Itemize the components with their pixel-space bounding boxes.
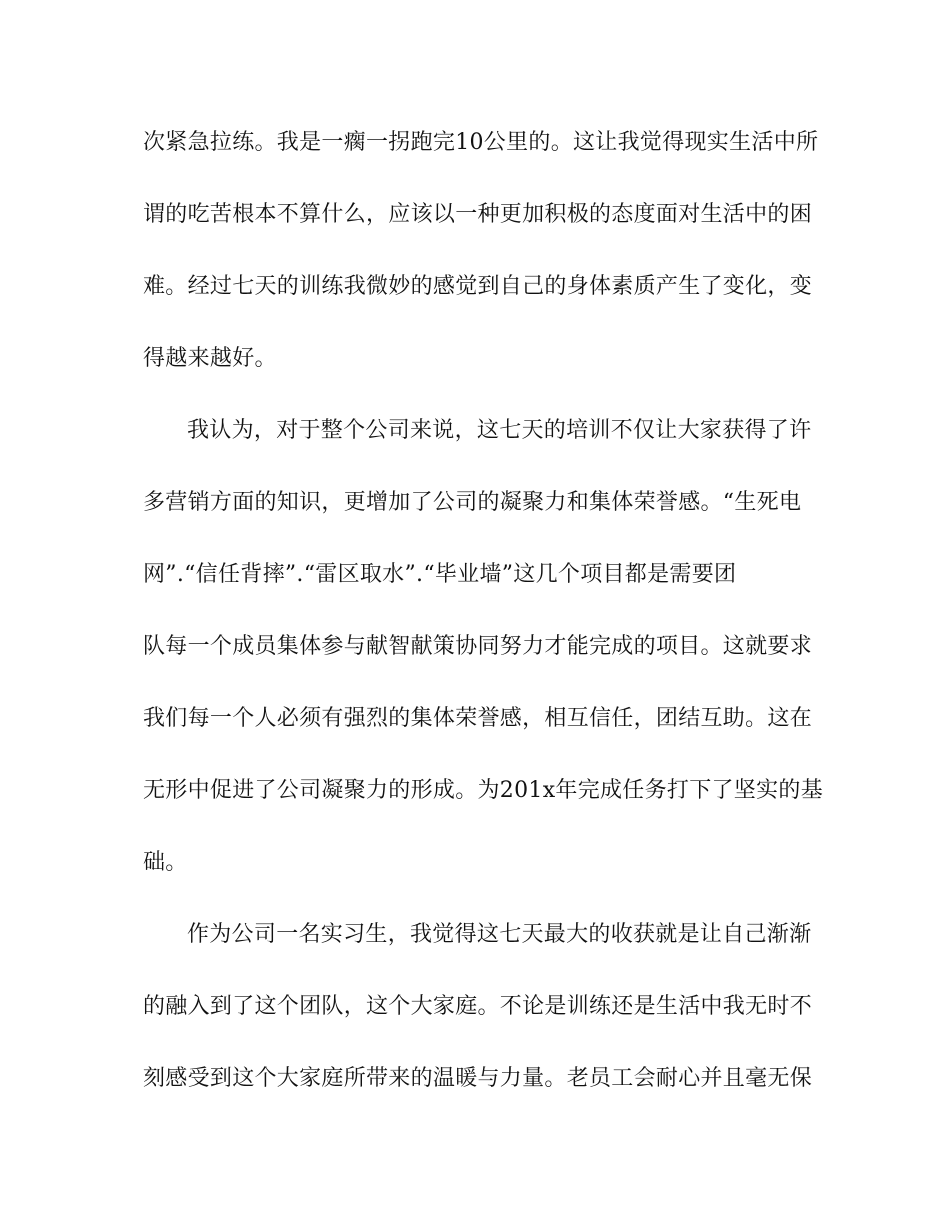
text-line: 网”.“信任背摔”.“雷区取水”.“毕业墙”这几个项目都是需要团 <box>143 562 737 587</box>
document-body <box>143 118 824 1126</box>
text-line: 难。经过七天的训练我微妙的感觉到自己的身体素质产生了变化，变 <box>143 274 813 299</box>
text-line: 队每一个成员集体参与献智献策协同努力才能完成的项目。这就要求 <box>143 634 813 659</box>
text-line: 次紧急拉练。我是一瘸一拐跑完10公里的。这让我觉得现实生活中所 <box>143 130 819 155</box>
text-line: 我认为，对于整个公司来说，这七天的培训不仅让大家获得了许 <box>187 418 812 443</box>
text-line: 刻感受到这个大家庭所带来的温暖与力量。老员工会耐心并且毫无保 <box>143 1066 813 1091</box>
text-line: 无形中促进了公司凝聚力的形成。为201x年完成任务打下了坚实的基 <box>143 778 824 803</box>
text-line: 础。 <box>143 850 188 875</box>
text-line: 多营销方面的知识，更增加了公司的凝聚力和集体荣誉感。“生死电 <box>143 490 802 515</box>
text-line: 的融入到了这个团队，这个大家庭。不论是训练还是生活中我无时不 <box>143 994 813 1019</box>
text-line: 作为公司一名实习生，我觉得这七天最大的收获就是让自己渐渐 <box>187 922 812 947</box>
text-line: 谓的吃苦根本不算什么，应该以一种更加积极的态度面对生活中的困 <box>143 202 813 227</box>
text-line: 得越来越好。 <box>143 346 277 371</box>
text-line: 我们每一个人必须有强烈的集体荣誉感，相互信任，团结互助。这在 <box>143 706 813 731</box>
